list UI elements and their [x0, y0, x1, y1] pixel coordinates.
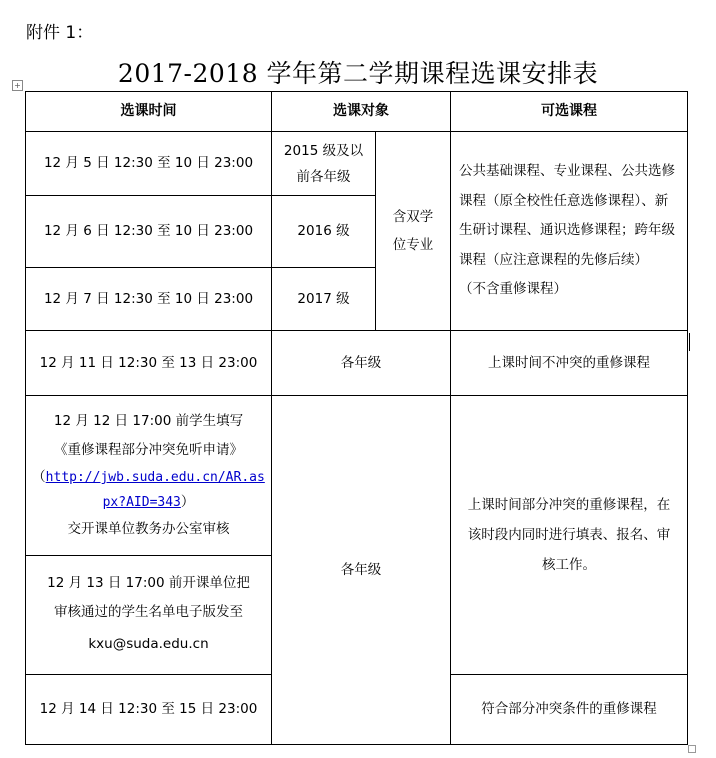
row4-target: 各年级 [271, 330, 451, 396]
row5-paren-open: （ [32, 469, 46, 485]
application-link[interactable]: http://jwb.suda.edu.cn/AR.aspx?AID=343 [45, 470, 265, 510]
row7-time: 12 月 14 日 12:30 至 15 日 23:00 [25, 674, 272, 745]
header-target: 选课对象 [271, 91, 451, 132]
table-move-handle[interactable]: + [12, 80, 23, 91]
group-courses: 公共基础课程、专业课程、公共选修课程（原全校性任意选修课程）、新生研讨课程、通识选修课程；跨年级课程（应注意课程的先修后续） [459, 163, 675, 268]
table-resize-handle[interactable] [688, 745, 696, 753]
header-courses: 可选课程 [450, 91, 688, 132]
row5-time-line1: 12 月 12 日 17:00 前学生填写 [53, 413, 244, 429]
schedule-table [26, 92, 689, 746]
row5-time-line3: 交开课单位教务办公室审核 [67, 521, 230, 537]
row2-target: 2016 级 [271, 195, 376, 268]
row5-time-cell [25, 395, 272, 556]
row4-courses: 上课时间不冲突的重修课程 [450, 330, 688, 396]
row3-target: 2017 级 [271, 267, 376, 331]
attachment-label: 附件 1： [26, 23, 94, 43]
row4-time: 12 月 11 日 12:30 至 13 日 23:00 [25, 330, 272, 396]
row7-courses: 符合部分冲突条件的重修课程 [450, 674, 688, 745]
row56-target: 各年级 [271, 395, 451, 745]
row1-target: 2015 级及以前各年级 [271, 131, 376, 196]
row2-time: 12 月 6 日 12:30 至 10 日 23:00 [25, 195, 272, 268]
row5-time-line2: 《重修课程部分冲突免听申请》 [54, 442, 243, 458]
row6-time-text: 12 月 13 日 17:00 前开课单位把审核通过的学生名单电子版发至 [47, 575, 250, 620]
text-cursor [689, 333, 690, 351]
row6-email: kxu@suda.edu.cn [88, 636, 209, 652]
row1-time: 12 月 5 日 12:30 至 10 日 23:00 [25, 131, 272, 196]
double-degree-target: 含双学位专业 [375, 131, 451, 331]
group-courses-cell [450, 131, 688, 331]
group-courses-note: （不含重修课程） [459, 281, 567, 298]
row5-paren-close: ） [180, 494, 195, 510]
document-title: 2017-2018 学年第二学期课程选课安排表 [117, 59, 599, 88]
row3-time: 12 月 7 日 12:30 至 10 日 23:00 [25, 267, 272, 331]
row6-time-cell [25, 555, 272, 675]
header-time: 选课时间 [25, 91, 272, 132]
row56-courses: 上课时间部分冲突的重修课程，在该时段内同时进行填表、报名、审核工作。 [450, 395, 688, 675]
